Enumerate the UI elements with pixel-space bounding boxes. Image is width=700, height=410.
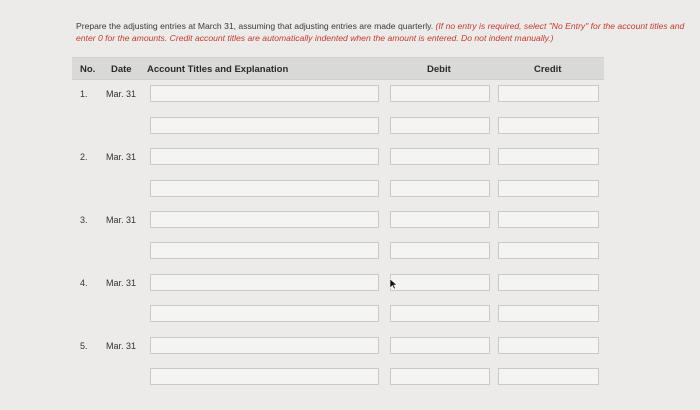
debit-input[interactable] [390,85,490,102]
credit-input[interactable] [498,274,599,291]
entry-3-row-2 [72,241,604,261]
debit-input[interactable] [390,148,490,165]
entry-number: 3. [80,215,88,225]
debit-input[interactable] [390,117,490,134]
entry-3-row-1 [72,210,604,230]
header-date: Date [111,64,132,75]
instructions-main: Prepare the adjusting entries at March 31, assuming that adjusting entries are made quarterly. [76,21,434,31]
entry-4-row-1 [72,273,604,293]
entry-number: 1. [80,89,88,99]
entry-2-row-1 [72,147,604,167]
entry-1-row-2 [72,116,604,136]
instructions-note: (If no entry is required, select "No Entry" for the account titles and enter 0 for the amounts. Credit account titles are automatically indented when the amount is entered. Do not indent manually.) [76,21,685,43]
entry-date: Mar. 31 [106,215,137,225]
account-title-input[interactable] [150,117,379,134]
account-title-input[interactable] [150,180,379,197]
credit-input[interactable] [498,180,599,197]
credit-input[interactable] [498,337,599,354]
credit-input[interactable] [498,117,599,134]
mouse-pointer-icon [390,279,398,289]
instructions [76,20,686,44]
debit-input[interactable] [390,180,490,197]
header-credit: Credit [534,64,562,75]
entry-5-row-2 [72,367,604,387]
entry-date: Mar. 31 [106,278,137,288]
credit-input[interactable] [498,368,599,385]
entry-date: Mar. 31 [106,152,137,162]
credit-input[interactable] [498,148,599,165]
account-title-input[interactable] [150,211,379,228]
debit-input[interactable] [390,368,490,385]
entry-2-row-2 [72,179,604,199]
table-header [72,57,604,80]
account-title-input[interactable] [150,274,379,291]
debit-input[interactable] [390,242,490,259]
entry-number: 2. [80,152,88,162]
credit-input[interactable] [498,242,599,259]
debit-input[interactable] [390,337,490,354]
header-account: Account Titles and Explanation [147,64,289,75]
entry-1-row-1 [72,84,604,104]
header-no: No. [80,64,96,75]
account-title-input[interactable] [150,337,379,354]
credit-input[interactable] [498,305,599,322]
account-title-input[interactable] [150,85,379,102]
entry-date: Mar. 31 [106,89,137,99]
credit-input[interactable] [498,85,599,102]
entry-date: Mar. 31 [106,341,137,351]
debit-input[interactable] [390,211,490,228]
entry-number: 4. [80,278,88,288]
header-debit: Debit [427,64,451,75]
account-title-input[interactable] [150,368,379,385]
account-title-input[interactable] [150,148,379,165]
debit-input[interactable] [390,305,490,322]
entry-4-row-2 [72,304,604,324]
entry-5-row-1 [72,336,604,356]
entry-number: 5. [80,341,88,351]
account-title-input[interactable] [150,305,379,322]
credit-input[interactable] [498,211,599,228]
debit-input[interactable] [390,274,490,291]
account-title-input[interactable] [150,242,379,259]
